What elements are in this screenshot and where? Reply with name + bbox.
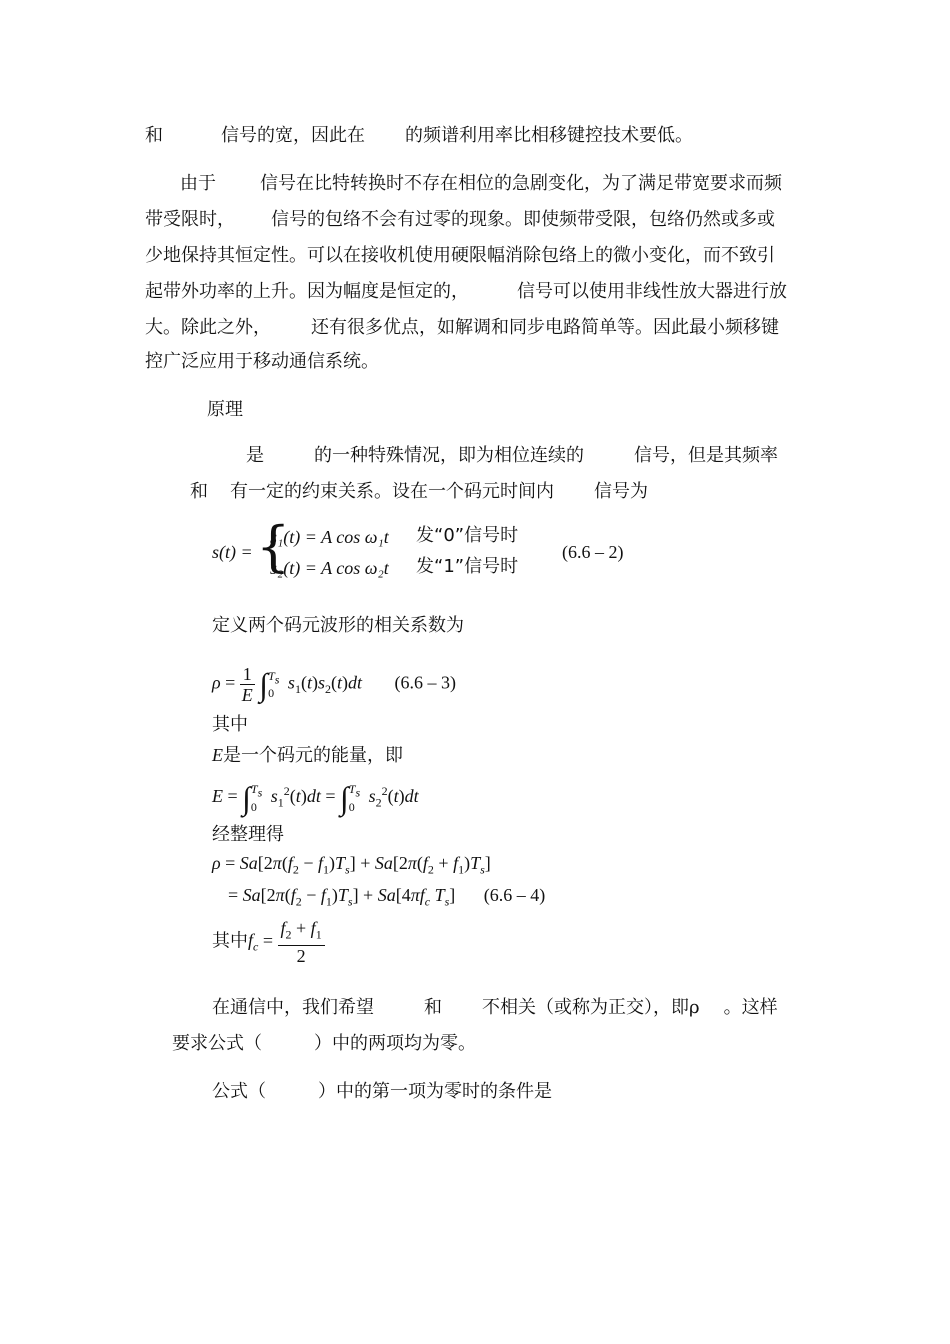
where-label-1: 其中 [212, 714, 248, 735]
text-segment: 的一种特殊情况，即为相位连续的 [314, 445, 584, 466]
text-segment: 。这样 [723, 997, 778, 1018]
para2-line4 [145, 280, 787, 304]
text-segment: ）中的两项均为零。 [314, 1033, 476, 1054]
text-segment: 起带外功率的上升。因为幅度是恒定的， [145, 281, 469, 302]
text-segment: 信号在比特转换时不存在相位的急剧变化，为了满足带宽要求而频 [260, 173, 782, 194]
text-segment: 控广泛应用于移动通信系统。 [145, 351, 379, 372]
para4-line1 [212, 996, 778, 1020]
para2-line3 [145, 244, 775, 268]
para4-line2 [172, 1032, 476, 1056]
energy-definition: E是一个码元的能量，即 [212, 745, 403, 766]
text-segment: 信号为 [594, 481, 648, 502]
energy-equation: E = ∫ $T_s$ 0 $s_1^2(t)dt$ = ∫ $T_s$ 0 $s_2^2(t)dt$ [212, 779, 419, 816]
text-segment: 少地保持其恒定性。可以在接收机使用硬限幅消除包络上的微小变化，而不致引 [145, 245, 775, 266]
para3-line2 [190, 480, 648, 504]
text-segment: 的频谱利用率比相移键控技术要低。 [405, 125, 693, 146]
text-segment: 要求公式（ [172, 1033, 262, 1054]
text-segment: 信号，但是其频率 [634, 445, 778, 466]
para2-line5 [145, 316, 779, 340]
eq2-case1-note: 发“0”信号时 [416, 525, 519, 546]
section-title: 原理 [207, 399, 243, 420]
text-segment: 和 [190, 481, 208, 502]
text-segment: 公式（ [212, 1081, 266, 1102]
where-label-2: 其中 [212, 930, 248, 952]
para2-line1 [180, 172, 782, 196]
text-segment: 信号的包络不会有过零的现象。即使频带受限，包络仍然或多或 [271, 209, 775, 230]
text-segment: 是 [246, 445, 264, 466]
text-segment: 在通信中，我们希望 [212, 997, 374, 1018]
fc-definition: 其中$f_c$ = $\frac{f_2 + f_1}{2}$ [212, 918, 325, 966]
energy-text: 是一个码元的能量，即 [223, 745, 403, 766]
text-segment: 和 [145, 125, 163, 146]
text-segment: 有一定的约束关系。设在一个码元时间内 [230, 481, 554, 502]
para1-line1 [145, 124, 693, 148]
text-segment: 不相关（或称为正交），即ρ [482, 997, 700, 1018]
text-segment: ）中的第一项为零时的条件是 [318, 1081, 552, 1102]
text-segment: 大。除此之外， [145, 317, 271, 338]
eq2-tag: (6.6 – 2) [562, 542, 624, 562]
para3-line1 [246, 444, 778, 468]
correlation-intro: 定义两个码元波形的相关系数为 [212, 615, 464, 636]
eq2-case1: s₁(t) = A cos ω₁t [270, 527, 389, 547]
para2-line6 [145, 350, 379, 374]
text-segment: 信号的宽，因此在 [221, 125, 365, 146]
text-segment: 信号可以使用非线性放大器进行放 [517, 281, 787, 302]
simplify-label: 经整理得 [212, 824, 284, 845]
eq2-lhs: s(t) = [212, 542, 253, 562]
brace-symbol: { [256, 515, 291, 578]
eq2-case2: s₂(t) = A cos ω₂t [270, 558, 389, 578]
eq4-tag: (6.6 – 4) [483, 885, 546, 905]
eq2-case2-note: 发“1”信号时 [416, 556, 519, 577]
equation-6-6-4-line2: = $Sa[2\pi(f_2 - f_1)T_s] + Sa[4\pi f_c$ $T_s$] (6.6 – 4) [228, 885, 546, 909]
equation-6-6-4-line1: $\rho = Sa[2\pi(f_2 - f_1)T_s] + Sa[2\pi(f_2 + f_1)T_s]$ [212, 853, 491, 877]
eq3-tag: (6.6 – 3) [394, 672, 456, 693]
para5-line1 [212, 1080, 552, 1104]
text-segment: 还有很多优点，如解调和同步电路简单等。因此最小频移键 [311, 317, 779, 338]
equation-6-6-3: ρ = $\frac{1}{E}$ ∫ $T_s$ 0 $s_1(t)s_2(t)dt$ (6.6 – 3) [212, 664, 456, 705]
text-segment: 带受限时， [145, 209, 235, 230]
para2-line2 [145, 208, 775, 232]
text-segment: 由于 [180, 173, 216, 194]
text-segment: 和 [424, 997, 442, 1018]
